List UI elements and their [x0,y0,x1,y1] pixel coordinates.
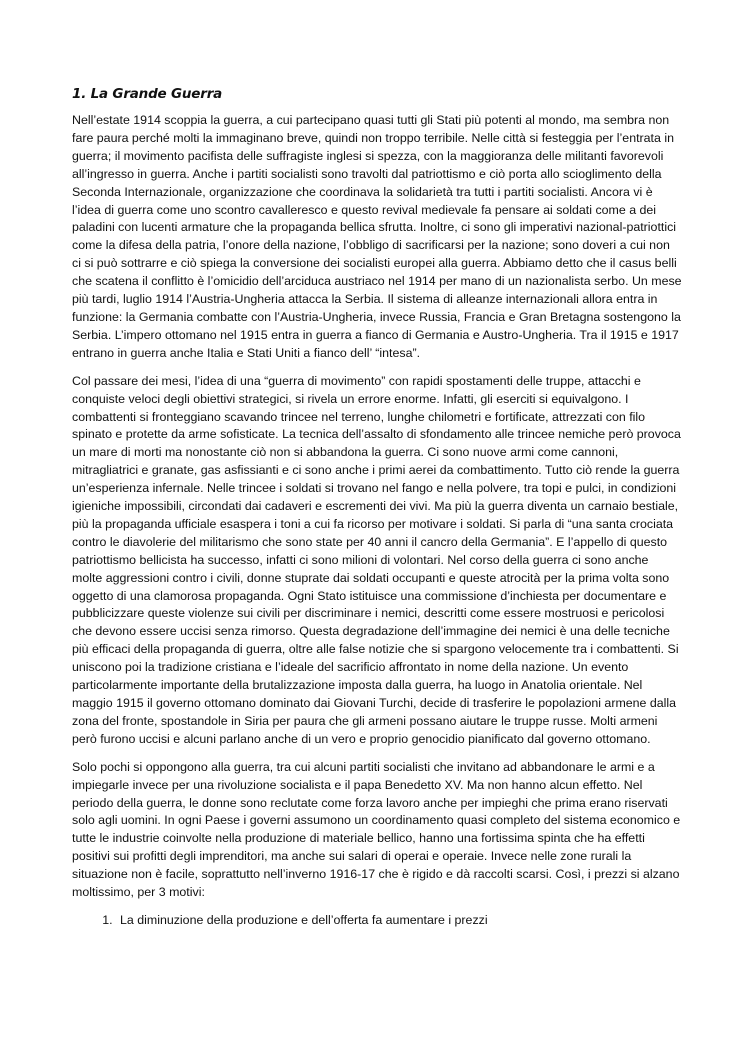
numbered-list [72,912,682,930]
document-page [72,86,682,930]
paragraph-3: Solo pochi si oppongono alla guerra, tra cui alcuni partiti socialisti che invitano ad abbandonare le armi e a impiegarle invece per una rivoluzione socialista e il papa Benedetto XV. Ma non hanno alcun effetto. Nel periodo della guerra, le donne sono reclutate come forza lavoro anche per impieghi che prima erano riservati solo agli uomini. In ogni Paese i governi assumono un coordinamento quasi completo del sistema economico e tutte le industrie coinvolte nella produzione di materiale bellico, hanno una fortissima spinta che ha effetti positivi sui profitti degli imprenditori, ma anche sui salari di operai e operaie. Invece nelle zone rurali la situazione non è facile, soprattutto nell’inverno 1916-17 che è rigido e dà raccolti scarsi. Così, i prezzi si alzano moltissimo, per 3 motivi: [72,759,681,900]
list-item: 1. La diminuzione della produzione e dell’offerta fa aumentare i prezzi [116,912,682,930]
section-heading: 1. La Grande Guerra [72,86,223,102]
paragraph-2: Col passare dei mesi, l’idea di una “guerra di movimento” con rapidi spostamenti delle truppe, attacchi e conquiste veloci degli obiettivi strategici, si rivela un errore enorme. Infatti, gli eserciti si equivalgono. I combattenti si fronteggiano scavando trincee nel terreno, lunghe chilometri e fortificate, attrezzati con filo spinato e protette da arme sofisticate. La tecnica dell’assalto di sfondamento alle trincee nemiche però provoca un mare di morti ma nonostante ciò non si abbandona la guerra. Ci sono nuove armi come cannoni, mitragliatrici e granate, gas asfissianti e ci sono anche i primi aerei da combattimento. Tutto ciò rende la guerra un’esperienza infernale. Nelle trincee i soldati si trovano nel fango e nella polvere, tra topi e pulci, in condizioni igieniche impossibili, circondati dai cadaveri e escrementi dei vivi. Ma più la guerra diventa un carnaio bestiale, più la propaganda ufficiale esaspera i toni a cui fa ricorso per motivare i soldati. Si parla di “una santa crociata contro le diavolerie del militarismo che sono state per 40 anni il cancro della Germania”. E l’appello di questo patriottismo bellicista ha successo, infatti ci sono milioni di volontari. Nel corso della guerra ci sono anche molte aggressioni contro i civili, donne stuprate dai soldati occupanti e queste atrocità per la prima volta sono oggetto di una clamorosa propaganda. Ogni Stato istituisce una commissione d’inchiesta per documentare e pubblicizzare queste violenze sui civili per discriminare i nemici, descritti come essere mostruosi e pericolosi che devono essere uccisi senza rimorso. Questa degradazione dell’immagine dei nemici è una delle tecniche più efficaci della propaganda di guerra, oltre alle false notizie che si spargono velocemente tra i combattenti. Si uniscono poi la tradizione cristiana e l’ideale del sacrificio affrontato in nome della nazione. Un evento particolarmente importante della brutalizzazione imposta dalla guerra, ha luogo in Anatolia orientale. Nel maggio 1915 il governo ottomano dominato dai Giovani Turchi, decide di trasferire le popolazioni armene dalla zona del fronte, spostandole in Siria per paura che gli armeni possano aiutare le truppe russe. Molti armeni però furono uccisi e alcuni parlano anche di un vero e proprio genocidio pianificato dal governo ottomano. [72,373,681,746]
paragraph-1: Nell’estate 1914 scoppia la guerra, a cui partecipano quasi tutti gli Stati più potenti al mondo, ma sembra non fare paura perché molti la immaginano breve, quindi non troppo terribile. Nelle città si festeggia per l’entrata in guerra; il movimento pacifista delle suffragiste inglesi si spezza, con la maggioranza delle militanti favorevoli all’ingresso in guerra. Anche i partiti socialisti sono travolti dal patriottismo e ciò porta allo scioglimento della Seconda Internazionale, organizzazione che coordinava la solidarietà tra tutti i partiti socialisti. Ancora vi è l’idea di guerra come uno scontro cavalleresco e questo revival medievale fa pensare ai soldati come a dei paladini con lucenti armature che la propaganda bellica sfrutta. Inoltre, ci sono gli imperativi nazional-patriottici come la difesa della patria, l’onore della nazione, l’obbligo di sacrificarsi per la nazione; sono doveri a cui non ci si può sottrarre e ciò spiega la conversione dei socialisti europei alla guerra. Abbiamo detto che il casus belli che scatena il conflitto è l’omicidio dell’arciduca austriaco nel 1914 per mano di un nazionalista serbo. Un mese più tardi, luglio 1914 l’Austria-Ungheria attacca la Serbia. Il sistema di alleanze internazionali allora entra in funzione: la Germania combatte con l’Austria-Ungheria, invece Russia, Francia e Gran Bretagna sostengono la Serbia. L’impero ottomano nel 1915 entra in guerra a fianco di Germania e Austro-Ungheria. Tra il 1915 e 1917 entrano in guerra anche Italia e Stati Uniti a fianco dell’ “intesa”. [72,113,682,360]
